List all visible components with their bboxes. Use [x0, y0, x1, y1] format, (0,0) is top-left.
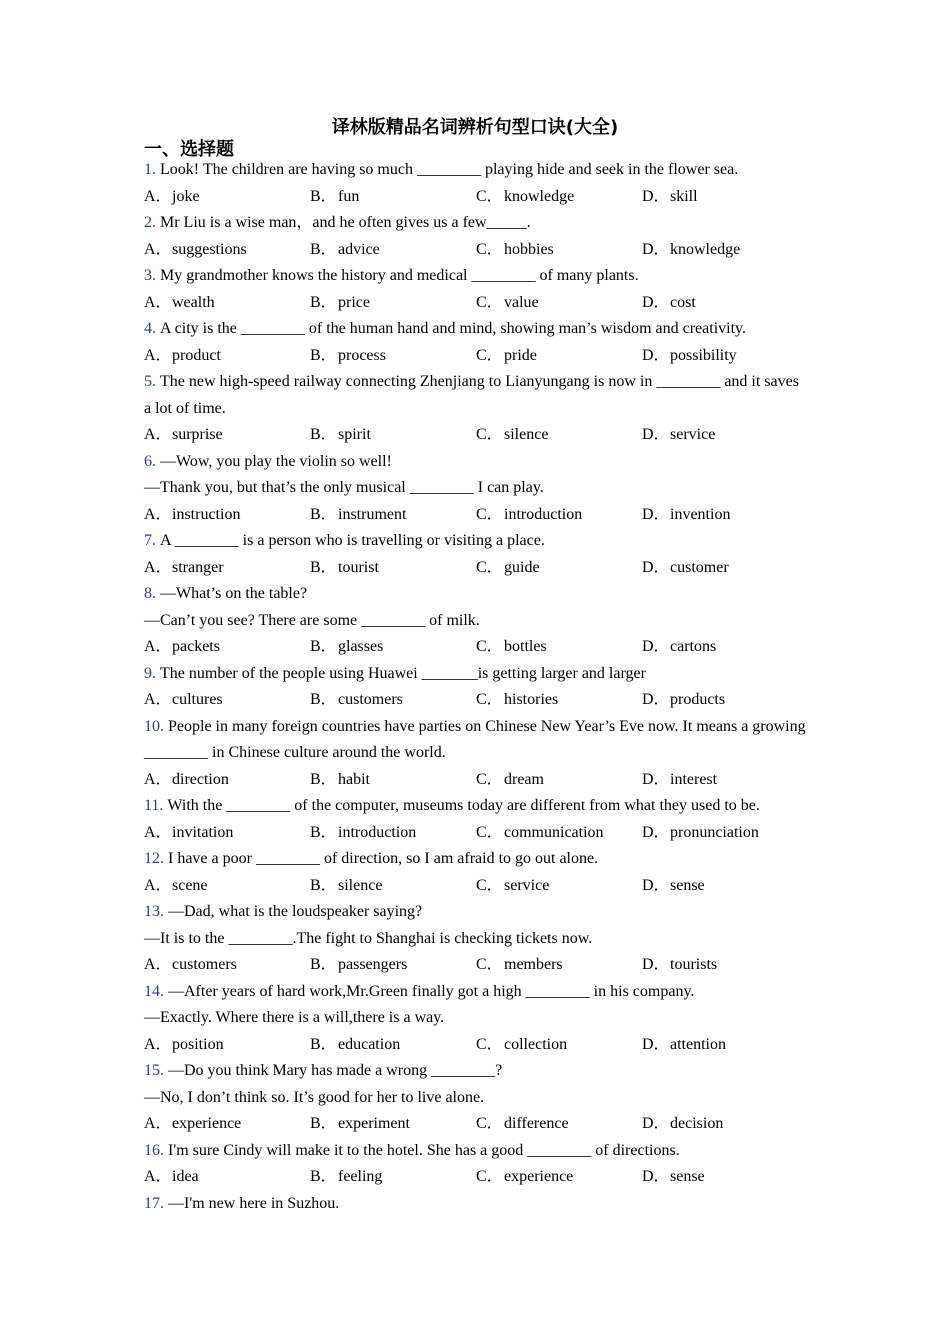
option-text: tourists: [670, 956, 718, 973]
option-text: product: [172, 346, 221, 364]
question-item: [144, 661, 810, 714]
answer-option[interactable]: [144, 820, 310, 847]
question-item: [144, 369, 810, 449]
question-text: I have a poor ________ of direction, so I am afraid to go out alone.: [168, 850, 599, 867]
answer-option[interactable]: [144, 767, 310, 794]
document-title: 译林版精品名词辨析句型口诀(大全): [331, 117, 619, 138]
answer-option[interactable]: [310, 290, 476, 317]
answer-options: [144, 502, 810, 529]
question-text: —What’s on the table?: [160, 585, 308, 602]
option-letter: C．: [476, 1115, 503, 1132]
option-text: feeling: [338, 1168, 383, 1185]
question-number: 16.: [144, 1141, 164, 1159]
option-letter: A．: [144, 558, 172, 576]
option-text: process: [338, 346, 386, 364]
answer-option[interactable]: [310, 767, 476, 794]
answer-options: [144, 422, 810, 449]
question-text: Look! The children are having so much ________ playing hide and seek in the flower sea.: [160, 161, 739, 178]
answer-options: [144, 634, 810, 661]
option-letter: C．: [476, 558, 503, 576]
question-stem: [144, 979, 810, 1006]
option-text: instruction: [172, 505, 241, 523]
option-letter: D．: [642, 638, 670, 655]
answer-option[interactable]: [642, 422, 808, 449]
option-letter: D．: [642, 426, 670, 443]
question-stem: [144, 449, 810, 476]
answer-option[interactable]: [144, 343, 310, 370]
option-letter: A．: [144, 691, 172, 708]
option-text: invention: [670, 505, 731, 523]
question-number: 9.: [144, 664, 156, 682]
option-text: cultures: [172, 691, 223, 708]
question-item: [144, 528, 810, 581]
question-number: 2.: [144, 214, 156, 231]
option-text: stranger: [172, 558, 224, 576]
option-text: attention: [670, 1035, 726, 1053]
answer-option[interactable]: [642, 767, 808, 794]
option-text: histories: [504, 691, 559, 708]
option-letter: C．: [476, 876, 503, 894]
option-text: direction: [172, 770, 229, 788]
answer-options: [144, 1111, 810, 1138]
option-letter: A．: [144, 1035, 172, 1053]
answer-option[interactable]: [144, 873, 310, 900]
answer-option[interactable]: [476, 952, 642, 979]
answer-option[interactable]: [144, 1032, 310, 1059]
option-text: habit: [338, 770, 370, 788]
question-stem: [144, 714, 810, 767]
question-item: [144, 714, 810, 794]
option-text: idea: [172, 1168, 199, 1185]
option-letter: D．: [642, 240, 670, 258]
option-text: sense: [670, 1168, 705, 1185]
question-item: [144, 899, 810, 979]
option-letter: A．: [144, 187, 172, 205]
question-dialogue-line: [144, 608, 810, 635]
question-item: [144, 581, 810, 661]
question-stem: [144, 661, 810, 688]
question-stem: [144, 528, 810, 555]
option-letter: B．: [310, 426, 337, 443]
answer-option[interactable]: [642, 555, 808, 582]
answer-option[interactable]: [310, 502, 476, 529]
answer-option[interactable]: [642, 952, 808, 979]
question-number: 1.: [144, 161, 156, 178]
option-letter: A．: [144, 956, 172, 973]
question-item: [144, 316, 810, 369]
question-text: —No, I don’t think so. It’s good for her to live alone.: [144, 1088, 485, 1106]
answer-options: [144, 1164, 810, 1191]
option-text: customer: [670, 558, 729, 576]
option-letter: B．: [310, 638, 337, 655]
question-text: —Dad, what is the loudspeaker saying?: [168, 903, 423, 920]
option-letter: D．: [642, 293, 670, 311]
answer-option[interactable]: [144, 184, 310, 211]
answer-option[interactable]: [310, 1164, 476, 1191]
option-letter: D．: [642, 770, 670, 788]
option-text: collection: [504, 1035, 568, 1053]
answer-option[interactable]: [144, 1164, 310, 1191]
answer-option[interactable]: [642, 820, 808, 847]
answer-option[interactable]: [476, 820, 642, 847]
option-text: tourist: [338, 558, 379, 576]
option-letter: B．: [310, 293, 337, 311]
answer-option[interactable]: [642, 1032, 808, 1059]
question-number: 10.: [144, 717, 164, 735]
answer-options: [144, 873, 810, 900]
option-letter: C．: [476, 240, 503, 258]
option-text: dream: [504, 770, 544, 788]
question-stem: [144, 316, 810, 343]
option-text: members: [504, 956, 563, 973]
option-letter: A．: [144, 770, 172, 788]
option-text: price: [338, 293, 370, 311]
answer-option[interactable]: [144, 502, 310, 529]
question-text: With the ________ of the computer, museums today are different from what they used to be.: [167, 797, 760, 814]
option-text: pride: [504, 346, 537, 364]
answer-option[interactable]: [476, 422, 642, 449]
question-stem: [144, 369, 810, 422]
option-letter: D．: [642, 1035, 670, 1053]
option-text: service: [504, 876, 550, 894]
question-dialogue-line: [144, 475, 810, 502]
option-text: guide: [504, 558, 540, 576]
answer-option[interactable]: [144, 952, 310, 979]
option-text: decision: [670, 1115, 724, 1132]
option-text: scene: [172, 876, 208, 894]
option-text: difference: [504, 1115, 569, 1132]
answer-option[interactable]: [476, 237, 642, 264]
question-stem: [144, 1058, 810, 1085]
question-text: —After years of hard work,Mr.Green finally got a high ________ in his company.: [168, 982, 695, 1000]
option-letter: C．: [476, 770, 503, 788]
option-letter: A．: [144, 876, 172, 894]
option-text: advice: [338, 240, 380, 258]
question-text: Mr Liu is a wise man，and he often gives us a few_____.: [160, 214, 531, 231]
question-text: —Do you think Mary has made a wrong ________?: [168, 1062, 503, 1079]
option-letter: A．: [144, 638, 172, 655]
question-item: [144, 157, 810, 210]
option-text: interest: [670, 770, 718, 788]
option-letter: D．: [642, 691, 670, 708]
answer-option[interactable]: [476, 1111, 642, 1138]
option-letter: C．: [476, 346, 503, 364]
question-number: 6.: [144, 452, 156, 470]
option-letter: C．: [476, 505, 503, 523]
question-item: [144, 449, 810, 529]
option-text: wealth: [172, 293, 215, 311]
question-number: 17.: [144, 1194, 164, 1212]
question-stem: [144, 157, 810, 184]
option-letter: B．: [310, 240, 337, 258]
option-letter: D．: [642, 823, 670, 841]
answer-option[interactable]: [310, 343, 476, 370]
answer-option[interactable]: [310, 952, 476, 979]
option-letter: D．: [642, 346, 670, 364]
answer-options: [144, 767, 810, 794]
option-letter: B．: [310, 187, 337, 205]
option-letter: B．: [310, 691, 337, 708]
option-text: experiment: [338, 1115, 410, 1132]
question-text: A ________ is a person who is travelling or visiting a place.: [160, 532, 545, 549]
section-heading: 一、选择题: [144, 139, 234, 160]
option-letter: D．: [642, 187, 670, 205]
option-letter: B．: [310, 1115, 337, 1132]
option-text: knowledge: [504, 187, 575, 205]
answer-option[interactable]: [642, 502, 808, 529]
answer-options: [144, 555, 810, 582]
option-letter: B．: [310, 956, 337, 973]
question-text: —Exactly. Where there is a will,there is a way.: [144, 1009, 445, 1026]
option-letter: B．: [310, 1168, 337, 1185]
question-dialogue-line: [144, 1085, 810, 1112]
option-text: instrument: [338, 505, 407, 523]
answer-options: [144, 952, 810, 979]
question-number: 15.: [144, 1062, 164, 1079]
answer-option[interactable]: [144, 634, 310, 661]
option-letter: B．: [310, 876, 337, 894]
answer-option[interactable]: [476, 343, 642, 370]
option-text: communication: [504, 823, 604, 841]
option-text: invitation: [172, 823, 234, 841]
question-text: —Thank you, but that’s the only musical ________ I can play.: [144, 479, 544, 496]
option-text: glasses: [338, 638, 384, 655]
answer-option[interactable]: [476, 290, 642, 317]
option-text: pronunciation: [670, 823, 759, 841]
question-number: 13.: [144, 903, 164, 920]
option-text: cartons: [670, 638, 717, 655]
answer-option[interactable]: [144, 237, 310, 264]
answer-option[interactable]: [310, 184, 476, 211]
option-text: hobbies: [504, 240, 554, 258]
answer-option[interactable]: [310, 237, 476, 264]
question-item: [144, 210, 810, 263]
option-letter: D．: [642, 505, 670, 523]
option-letter: D．: [642, 1115, 670, 1132]
option-letter: C．: [476, 426, 503, 443]
option-text: introduction: [504, 505, 583, 523]
answer-option[interactable]: [310, 555, 476, 582]
option-text: sense: [670, 876, 705, 894]
answer-option[interactable]: [642, 873, 808, 900]
question-stem: [144, 793, 810, 820]
question-text: —I'm new here in Suzhou.: [168, 1194, 340, 1212]
option-letter: C．: [476, 1168, 503, 1185]
answer-option[interactable]: [476, 767, 642, 794]
question-item: [144, 979, 810, 1059]
answer-option[interactable]: [476, 555, 642, 582]
option-letter: C．: [476, 293, 503, 311]
question-stem: [144, 581, 810, 608]
option-text: experience: [504, 1168, 574, 1185]
question-stem: [144, 1191, 810, 1218]
option-text: possibility: [670, 346, 737, 364]
option-letter: D．: [642, 876, 670, 894]
option-text: value: [504, 293, 539, 311]
option-text: surprise: [172, 426, 223, 443]
answer-option[interactable]: [144, 555, 310, 582]
answer-option[interactable]: [642, 687, 808, 714]
option-letter: C．: [476, 691, 503, 708]
answer-option[interactable]: [310, 1032, 476, 1059]
question-number: 11.: [144, 797, 164, 814]
option-text: service: [670, 426, 716, 443]
answer-option[interactable]: [310, 1111, 476, 1138]
question-dialogue-line: [144, 1005, 810, 1032]
option-text: silence: [338, 876, 383, 894]
option-letter: A．: [144, 426, 172, 443]
answer-option[interactable]: [476, 634, 642, 661]
option-text: suggestions: [172, 240, 247, 258]
option-letter: A．: [144, 505, 172, 523]
option-letter: C．: [476, 823, 503, 841]
option-letter: C．: [476, 1035, 503, 1053]
option-letter: B．: [310, 770, 337, 788]
option-text: experience: [172, 1115, 242, 1132]
option-text: introduction: [338, 823, 417, 841]
option-text: silence: [504, 426, 549, 443]
option-text: customers: [338, 691, 403, 708]
option-text: bottles: [504, 638, 547, 655]
option-letter: D．: [642, 1168, 670, 1185]
answer-options: [144, 820, 810, 847]
question-item: [144, 1058, 810, 1138]
option-text: passengers: [338, 956, 408, 973]
option-letter: B．: [310, 558, 337, 576]
option-letter: D．: [642, 558, 670, 576]
option-text: packets: [172, 638, 220, 655]
option-text: knowledge: [670, 240, 741, 258]
option-letter: C．: [476, 187, 503, 205]
option-letter: C．: [476, 638, 503, 655]
question-text: A city is the ________ of the human hand and mind, showing man’s wisdom and creativity.: [160, 320, 746, 337]
answer-option[interactable]: [310, 820, 476, 847]
question-number: 14.: [144, 982, 164, 1000]
question-item: [144, 1138, 810, 1191]
question-text: —Can’t you see? There are some ________ of milk.: [144, 611, 480, 629]
answer-options: [144, 237, 810, 264]
answer-option[interactable]: [310, 873, 476, 900]
question-stem: [144, 263, 810, 290]
option-letter: B．: [310, 1035, 337, 1053]
option-text: customers: [172, 956, 237, 973]
question-text: The new high-speed railway connecting Zhenjiang to Lianyungang is now in ________ and it saves a lot of time.: [144, 373, 799, 417]
option-letter: B．: [310, 823, 337, 841]
question-number: 7.: [144, 532, 156, 549]
question-text: —Wow, you play the violin so well!: [160, 452, 392, 470]
answer-option[interactable]: [310, 687, 476, 714]
option-text: products: [670, 691, 726, 708]
answer-option[interactable]: [642, 1111, 808, 1138]
answer-options: [144, 290, 810, 317]
option-letter: A．: [144, 293, 172, 311]
option-text: cost: [670, 293, 696, 311]
answer-option[interactable]: [642, 237, 808, 264]
question-number: 4.: [144, 320, 156, 337]
question-item: [144, 263, 810, 316]
question-item: [144, 846, 810, 899]
option-text: skill: [670, 187, 698, 205]
answer-option[interactable]: [144, 687, 310, 714]
answer-option[interactable]: [310, 634, 476, 661]
question-stem: [144, 210, 810, 237]
answer-option[interactable]: [144, 422, 310, 449]
option-letter: A．: [144, 823, 172, 841]
answer-option[interactable]: [476, 1164, 642, 1191]
answer-options: [144, 1032, 810, 1059]
option-text: education: [338, 1035, 401, 1053]
option-letter: B．: [310, 505, 337, 523]
answer-option[interactable]: [476, 184, 642, 211]
option-letter: A．: [144, 1168, 172, 1185]
answer-option[interactable]: [642, 290, 808, 317]
question-number: 5.: [144, 373, 156, 390]
option-letter: A．: [144, 346, 172, 364]
question-stem: [144, 846, 810, 873]
answer-options: [144, 184, 810, 211]
option-text: spirit: [338, 426, 371, 443]
option-letter: A．: [144, 1115, 172, 1132]
answer-options: [144, 343, 810, 370]
question-dialogue-line: [144, 926, 810, 953]
question-number: 3.: [144, 267, 156, 284]
option-text: joke: [172, 187, 200, 205]
answer-option[interactable]: [642, 1164, 808, 1191]
answer-option[interactable]: [476, 1032, 642, 1059]
question-number: 8.: [144, 585, 156, 602]
option-letter: B．: [310, 346, 337, 364]
answer-option[interactable]: [476, 873, 642, 900]
option-text: position: [172, 1035, 224, 1053]
question-stem: [144, 1138, 810, 1165]
answer-option[interactable]: [642, 184, 808, 211]
option-letter: C．: [476, 956, 503, 973]
question-number: 12.: [144, 850, 164, 867]
question-stem: [144, 899, 810, 926]
answer-option[interactable]: [144, 1111, 310, 1138]
answer-option[interactable]: [642, 634, 808, 661]
option-letter: D．: [642, 956, 670, 973]
answer-option[interactable]: [642, 343, 808, 370]
question-text: My grandmother knows the history and medical ________ of many plants.: [160, 267, 639, 284]
question-text: The number of the people using Huawei _______is getting larger and larger: [160, 664, 646, 682]
option-text: fun: [338, 187, 360, 205]
answer-options: [144, 687, 810, 714]
question-list: [144, 157, 810, 1217]
answer-option[interactable]: [144, 290, 310, 317]
question-text: —It is to the ________.The fight to Shanghai is checking tickets now.: [144, 929, 593, 947]
question-item: [144, 1191, 810, 1218]
question-text: I'm sure Cindy will make it to the hotel. She has a good ________ of directions.: [168, 1141, 680, 1159]
answer-option[interactable]: [310, 422, 476, 449]
option-letter: A．: [144, 240, 172, 258]
question-item: [144, 793, 810, 846]
question-text: People in many foreign countries have parties on Chinese New Year’s Eve now. It means a growing ________ in Chinese culture around the world.: [144, 717, 806, 761]
answer-option[interactable]: [476, 687, 642, 714]
answer-option[interactable]: [476, 502, 642, 529]
